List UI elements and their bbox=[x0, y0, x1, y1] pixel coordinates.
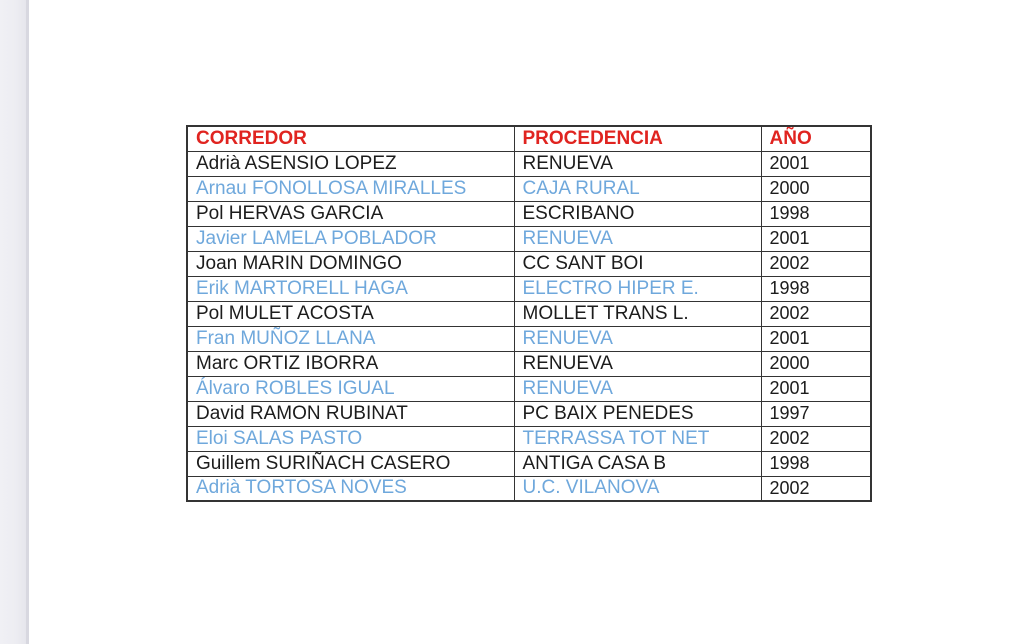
riders-table-body bbox=[187, 151, 871, 501]
cell-ano: 2002 bbox=[761, 301, 871, 326]
cell-procedencia: RENUEVA bbox=[514, 326, 761, 351]
cell-corredor: Álvaro ROBLES IGUAL bbox=[187, 376, 514, 401]
cell-corredor: Adrià ASENSIO LOPEZ bbox=[187, 151, 514, 176]
cell-corredor: David RAMON RUBINAT bbox=[187, 401, 514, 426]
cell-corredor: Joan MARIN DOMINGO bbox=[187, 251, 514, 276]
cell-ano: 2001 bbox=[761, 226, 871, 251]
table-row bbox=[187, 426, 871, 451]
cell-corredor: Erik MARTORELL HAGA bbox=[187, 276, 514, 301]
riders-table-header bbox=[187, 126, 871, 151]
col-header-ano: AÑO bbox=[761, 126, 871, 151]
cell-procedencia: ELECTRO HIPER E. bbox=[514, 276, 761, 301]
cell-procedencia: MOLLET TRANS L. bbox=[514, 301, 761, 326]
cell-ano: 2001 bbox=[761, 376, 871, 401]
table-row bbox=[187, 226, 871, 251]
cell-ano: 2002 bbox=[761, 476, 871, 501]
cell-corredor: Guillem SURIÑACH CASERO bbox=[187, 451, 514, 476]
cell-ano: 2002 bbox=[761, 426, 871, 451]
cell-procedencia: TERRASSA TOT NET bbox=[514, 426, 761, 451]
cell-corredor: Fran MUÑOZ LLANA bbox=[187, 326, 514, 351]
cell-corredor: Eloi SALAS PASTO bbox=[187, 426, 514, 451]
table-row bbox=[187, 251, 871, 276]
cell-ano: 2002 bbox=[761, 251, 871, 276]
cell-procedencia: U.C. VILANOVA bbox=[514, 476, 761, 501]
cell-corredor: Arnau FONOLLOSA MIRALLES bbox=[187, 176, 514, 201]
cell-procedencia: PC BAIX PENEDES bbox=[514, 401, 761, 426]
cell-ano: 1998 bbox=[761, 276, 871, 301]
table-row bbox=[187, 326, 871, 351]
cell-ano: 2001 bbox=[761, 326, 871, 351]
cell-corredor: Javier LAMELA POBLADOR bbox=[187, 226, 514, 251]
table-row bbox=[187, 201, 871, 226]
cell-procedencia: RENUEVA bbox=[514, 151, 761, 176]
table-row bbox=[187, 376, 871, 401]
cell-corredor: Pol HERVAS GARCIA bbox=[187, 201, 514, 226]
header-row bbox=[187, 126, 871, 151]
col-header-procedencia: PROCEDENCIA bbox=[514, 126, 761, 151]
cell-ano: 1998 bbox=[761, 201, 871, 226]
cell-ano: 2000 bbox=[761, 351, 871, 376]
table-row bbox=[187, 176, 871, 201]
table-row bbox=[187, 451, 871, 476]
cell-procedencia: ANTIGA CASA B bbox=[514, 451, 761, 476]
cell-corredor: Pol MULET ACOSTA bbox=[187, 301, 514, 326]
cell-corredor: Marc ORTIZ IBORRA bbox=[187, 351, 514, 376]
cell-procedencia: RENUEVA bbox=[514, 376, 761, 401]
col-header-corredor: CORREDOR bbox=[187, 126, 514, 151]
table-row bbox=[187, 401, 871, 426]
cell-procedencia: RENUEVA bbox=[514, 226, 761, 251]
table-row bbox=[187, 301, 871, 326]
table-row bbox=[187, 276, 871, 301]
cell-ano: 2001 bbox=[761, 151, 871, 176]
cell-procedencia: RENUEVA bbox=[514, 351, 761, 376]
cell-ano: 1998 bbox=[761, 451, 871, 476]
cell-procedencia: ESCRIBANO bbox=[514, 201, 761, 226]
page-left-edge bbox=[0, 0, 29, 644]
table-row bbox=[187, 476, 871, 501]
table-row bbox=[187, 351, 871, 376]
cell-ano: 2000 bbox=[761, 176, 871, 201]
cell-procedencia: CAJA RURAL bbox=[514, 176, 761, 201]
table-row bbox=[187, 151, 871, 176]
riders-table bbox=[186, 125, 872, 502]
cell-corredor: Adrià TORTOSA NOVES bbox=[187, 476, 514, 501]
cell-procedencia: CC SANT BOI bbox=[514, 251, 761, 276]
cell-ano: 1997 bbox=[761, 401, 871, 426]
